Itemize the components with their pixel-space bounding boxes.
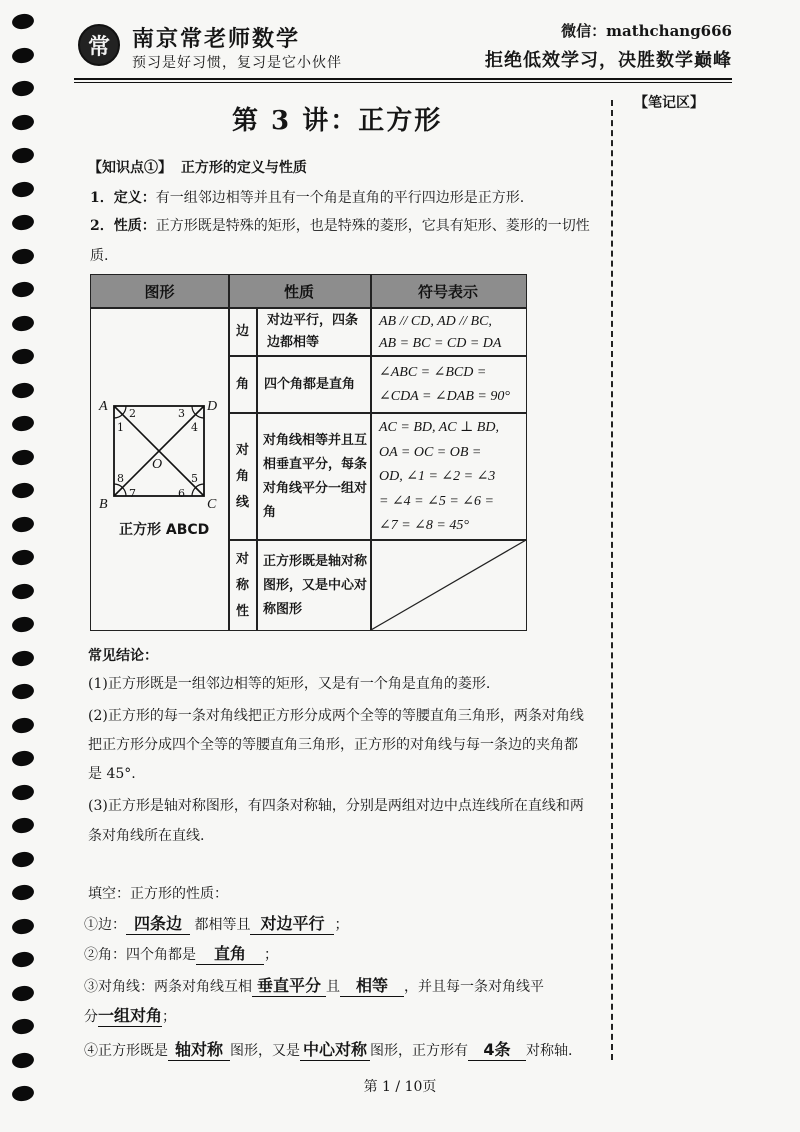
fill-q1-prefix: ①边： <box>84 917 126 933</box>
binder-hole <box>11 515 35 533</box>
fill-q4-answer-2[interactable]: 中心对称 <box>300 1040 370 1061</box>
fill-q1-answer-2[interactable]: 对边平行 <box>250 914 334 935</box>
wechat-id: 微信：mathchang666 <box>561 22 732 40</box>
knowledge-tag: 【知识点①】 <box>88 160 172 176</box>
page-number: 第 1 / 10页 <box>363 1079 437 1095</box>
binder-holes <box>4 8 44 1118</box>
fill-question-2 <box>84 944 278 965</box>
angle-label-2: 2 <box>129 407 136 420</box>
binder-hole <box>11 1018 35 1036</box>
binder-hole <box>11 616 35 634</box>
binder-hole <box>11 750 35 768</box>
property-text-cont: 质. <box>90 248 109 264</box>
header-rule-thin <box>74 82 732 83</box>
table-header-property: 性质 <box>228 275 370 307</box>
binder-hole <box>11 817 35 835</box>
symbol-line: OD, ∠1 = ∠2 = ∠3 <box>379 469 496 484</box>
vertex-label-c: C <box>207 497 217 512</box>
brand-name: 南京常老师数学 <box>132 26 301 52</box>
binder-hole <box>11 951 35 969</box>
conclusion-2-line-2: 把正方形分成四个全等的等腰直角三角形，正方形的对角线与每一条边的夹角都 <box>88 737 578 753</box>
vertex-label-b: B <box>99 497 108 512</box>
fill-q4-middle-1: 图形，又是 <box>230 1043 300 1059</box>
fill-q3-middle: 且 <box>326 979 340 995</box>
conclusion-2-line-1: (2)正方形的每一条对角线把正方形分成两个全等的等腰直角三角形，两条对角线 <box>88 708 584 724</box>
brand-slogan: 预习是好习惯，复习是它小伙伴 <box>132 55 342 71</box>
binder-hole <box>11 649 35 667</box>
binder-hole <box>11 415 35 433</box>
symbol-line: AB = BC = CD = DA <box>379 336 502 351</box>
fill-q4-prefix: ④正方形既是 <box>84 1043 168 1059</box>
binder-hole <box>11 1051 35 1069</box>
row-property-symmetry: 正方形既是轴对称图形，又是中心对称图形 <box>263 553 368 617</box>
binder-hole <box>11 884 35 902</box>
binder-hole <box>11 917 35 935</box>
binder-hole <box>11 113 35 131</box>
conclusion-2-line-3: 是 45°. <box>88 766 136 782</box>
property-table <box>90 274 527 631</box>
fill-q1-end: ； <box>334 917 349 933</box>
binder-hole <box>11 314 35 332</box>
fill-question-4 <box>84 1040 572 1061</box>
binder-hole <box>11 582 35 600</box>
binder-hole <box>11 381 35 399</box>
symbol-line: AB // CD, AD // BC, <box>379 314 492 329</box>
row-category-symmetry: 对称性 <box>235 551 249 619</box>
symbol-line: OA = OC = OB = <box>379 444 482 460</box>
header-rule <box>74 78 732 80</box>
brand-logo: 常 <box>78 24 120 66</box>
notes-divider <box>611 100 613 1060</box>
binder-hole <box>11 13 35 31</box>
symbol-line: ∠7 = ∠8 = 45° <box>379 518 469 533</box>
fill-q3-line2-end: ； <box>162 1009 176 1025</box>
knowledge-title: 正方形的定义与性质 <box>180 160 307 176</box>
angle-label-8: 8 <box>117 472 124 485</box>
fill-q4-middle-2: 图形，正方形有 <box>370 1043 468 1059</box>
property-text: 正方形既是特殊的矩形，也是特殊的菱形，它具有矩形、菱形的一切性 <box>155 218 590 234</box>
binder-hole <box>11 46 35 64</box>
fill-question-1 <box>84 914 348 935</box>
angle-label-4: 4 <box>191 421 198 434</box>
fill-q3-answer-3[interactable]: 一组对角 <box>98 1006 163 1025</box>
definition-text: 有一组邻边相等并且有一个角是直角的平行四边形是正方形. <box>155 190 525 206</box>
fill-q1-middle: 都相等且 <box>194 917 251 933</box>
binder-hole <box>11 683 35 701</box>
row-symbol-angle <box>379 361 525 409</box>
fill-question-3 <box>84 976 544 997</box>
fill-q3-line2-prefix: 分 <box>84 1009 98 1025</box>
fill-q4-end: 对称轴. <box>526 1043 573 1059</box>
binder-hole <box>11 281 35 299</box>
empty-cell-slash <box>371 540 526 630</box>
fill-q3-prefix: ③对角线：两条对角线互相 <box>84 979 252 995</box>
row-property-side: 对边平行，四条边都相等 <box>267 313 359 350</box>
fill-q3-end: ，并且每一条对角线平 <box>404 979 544 995</box>
symbol-line: AC = BD, AC ⊥ BD, <box>379 420 499 435</box>
fill-q3-answer-1[interactable]: 垂直平分 <box>252 976 326 997</box>
definition-line <box>90 188 524 208</box>
symbol-line: ∠ABC = ∠BCD = <box>379 365 487 380</box>
row-property-diagonal: 对角线相等并且互相垂直平分，每条对角线平分一组对角 <box>263 432 368 520</box>
conclusion-1: (1)正方形既是一组邻边相等的矩形，又是有一个角是直角的菱形. <box>88 676 491 692</box>
fill-question-3-cont <box>84 1006 176 1027</box>
binder-hole <box>11 214 35 232</box>
center-label-o: O <box>152 457 163 472</box>
row-symbol-side <box>379 311 525 355</box>
row-category-diagonal: 对角线 <box>235 442 249 510</box>
binder-hole <box>11 348 35 366</box>
fill-q2-answer-1[interactable]: 直角 <box>196 944 264 965</box>
binder-hole <box>11 716 35 734</box>
row-category-angle: 角 <box>235 376 249 392</box>
fill-q2-end: ； <box>264 947 278 963</box>
fill-q2-prefix: ②角：四个角都是 <box>84 947 196 963</box>
fill-q4-answer-1[interactable]: 轴对称 <box>168 1040 230 1061</box>
knowledge-heading <box>88 158 307 178</box>
angle-label-6: 6 <box>178 487 185 500</box>
binder-hole <box>11 180 35 198</box>
binder-hole <box>11 147 35 165</box>
binder-hole <box>11 80 35 98</box>
table-header-figure: 图形 <box>91 275 228 307</box>
symbol-line: ∠CDA = ∠DAB = 90° <box>379 389 510 404</box>
fill-q3-answer-2[interactable]: 相等 <box>340 976 404 997</box>
definition-label: 1．定义： <box>90 190 156 206</box>
conclusion-3-line-1: (3)正方形是轴对称图形，有四条对称轴，分别是两组对边中点连线所在直线和两 <box>88 798 584 814</box>
vertex-label-a: A <box>99 399 108 414</box>
binder-hole <box>11 783 35 801</box>
row-symbol-diagonal <box>379 416 525 539</box>
fill-heading: 填空：正方形的性质： <box>88 886 228 902</box>
symbol-line: = ∠4 = ∠5 = ∠6 = <box>379 493 494 509</box>
vertex-label-d: D <box>207 399 218 414</box>
notes-area-label: 【笔记区】 <box>634 95 704 111</box>
property-label: 2．性质： <box>90 218 156 234</box>
figure-caption: 正方形 ABCD <box>119 522 210 538</box>
binder-hole <box>11 984 35 1002</box>
binder-hole <box>11 448 35 466</box>
page-title: 第 3 讲：正方形 <box>232 106 443 136</box>
angle-label-7: 7 <box>129 487 136 500</box>
table-header-symbol: 符号表示 <box>370 275 526 307</box>
binder-hole <box>11 482 35 500</box>
angle-label-1: 1 <box>117 421 124 434</box>
property-line <box>90 216 590 236</box>
angle-label-3: 3 <box>178 407 185 420</box>
angle-label-5: 5 <box>191 472 198 485</box>
binder-hole <box>11 850 35 868</box>
fill-q4-answer-3[interactable]: 4条 <box>468 1040 526 1061</box>
row-category-side: 边 <box>235 323 249 339</box>
fill-q1-answer-1[interactable]: 四条边 <box>126 914 190 935</box>
binder-hole <box>11 549 35 567</box>
binder-hole <box>11 247 35 265</box>
conclusion-3-line-2: 条对角线所在直线. <box>88 828 205 844</box>
row-property-angle: 四个角都是直角 <box>264 376 356 392</box>
conclusions-heading: 常见结论： <box>88 648 158 664</box>
header-motto: 拒绝低效学习，决胜数学巅峰 <box>485 50 732 71</box>
